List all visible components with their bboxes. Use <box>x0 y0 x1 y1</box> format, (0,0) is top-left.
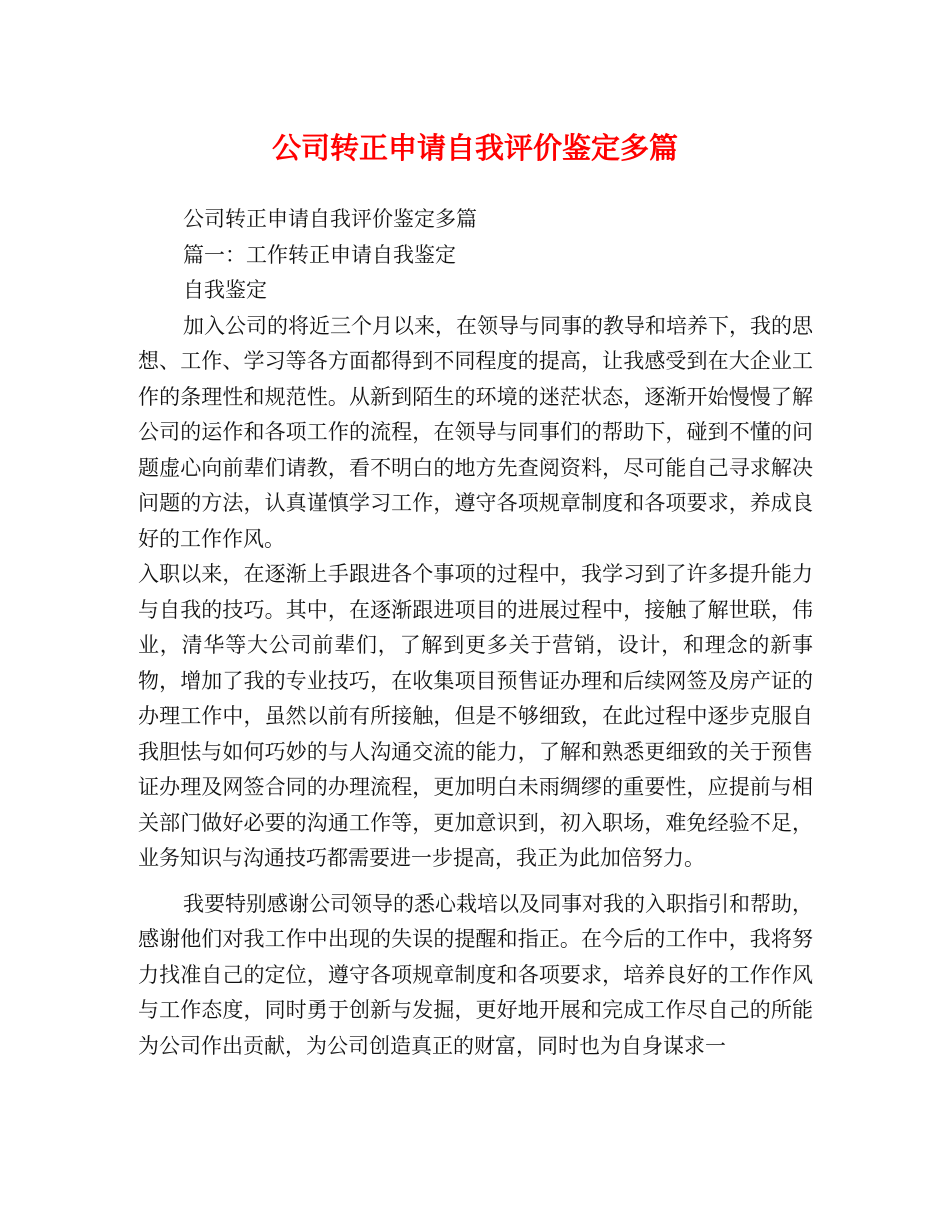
paragraph-subtitle: 自我鉴定 <box>183 278 267 302</box>
paragraph-body: 我要特别感谢公司领导的悉心栽培以及同事对我的入职指引和帮助，感谢他们对我工作中出现的失误的提醒和指正。在今后的工作中，我将努力找准自己的定位，遵守各项规章制度和各项要求，培养良好的工作作风与工作态度，同时勇于创新与发掘，更好地开展和完成工作尽自己的所能为公司作出贡献，为公司创造真正的财富，同时也为自身谋求一 <box>138 891 813 1058</box>
paragraph-body: 加入公司的将近三个月以来，在领导与同事的教导和培养下，我的思想、工作、学习等各方面都得到不同程度的提高，让我感受到在大企业工作的条理性和规范性。从新到陌生的环境的迷茫状态，逐渐开始慢慢了解公司的运作和各项工作的流程，在领导与同事们的帮助下，碰到不懂的问题虚心向前辈们请教，看不明白的地方先查阅资料，尽可能自己寻求解决问题的方法，认真谨慎学习工作，遵守各项规章制度和各项要求，养成良好的工作作风。 <box>138 313 813 551</box>
paragraph-section-title: 篇一：工作转正申请自我鉴定 <box>183 242 456 267</box>
document-title: 公司转正申请自我评价鉴定多篇 <box>271 131 678 165</box>
paragraph-body: 入职以来，在逐渐上手跟进各个事项的过程中，我学习到了许多提升能力与自我的技巧。其中，在逐渐跟进项目的进展过程中，接触了解世联，伟业，清华等大公司前辈们，了解到更多关于营销，设计，和理念的新事物，增加了我的专业技巧，在收集项目预售证办理和后续网签及房产证的办理工作中，虽然以前有所接触，但是不够细致，在此过程中逐步克服自我胆怯与如何巧妙的与人沟通交流的能力，了解和熟悉更细致的关于预售证办理及网签合同的办理流程，更加明白未雨绸缪的重要性，应提前与相关部门做好必要的沟通工作等，更加意识到，初入职场，难免经验不足，业务知识与沟通技巧都需要进一步提高，我正为此加倍努力。 <box>138 562 813 870</box>
paragraph-heading: 公司转正申请自我评价鉴定多篇 <box>183 207 477 231</box>
document-body <box>138 202 813 1064</box>
